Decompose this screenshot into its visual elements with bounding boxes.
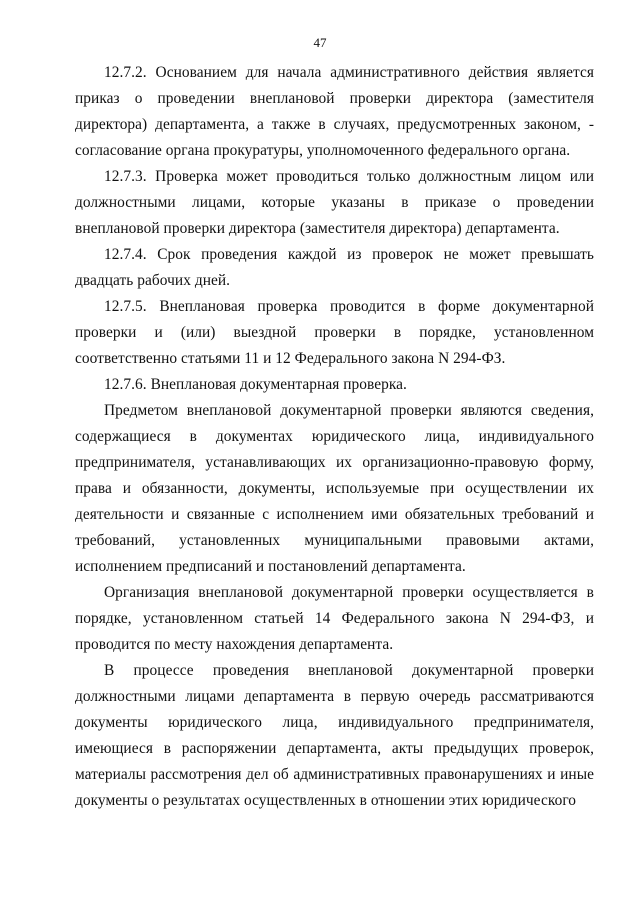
page-number: 47 xyxy=(313,35,327,50)
paragraph-organization-of-inspection: Организация внеплановой документарной проверки осуществляется в порядке, установленном статьей 14 Федерального закона N 294-ФЗ, и проводится по месту нахождения департамента. xyxy=(75,584,594,653)
paragraph-12-7-4: 12.7.4. Срок проведения каждой из проверок не может превышать двадцать рабочих дней. xyxy=(75,246,594,289)
paragraph-inspection-process: В процессе проведения внеплановой документарной проверки должностными лицами департамента в первую очередь рассматриваются документы юридического лица, индивидуального предпринимателя, имеющиеся в распоряжении департамента, акты предыдущих проверок, материалы рассмотрения дел об административных правонарушениях и иные документы о результатах осуществленных в отношении этих юридического xyxy=(75,662,594,809)
paragraph-12-7-6: 12.7.6. Внеплановая документарная проверка. xyxy=(104,376,407,393)
paragraph-12-7-3: 12.7.3. Проверка может проводиться только должностным лицом или должностными лицами, которые указаны в приказе о проведении внеплановой проверки директора (заместителя директора) департамента. xyxy=(75,168,594,237)
paragraph-12-7-5: 12.7.5. Внеплановая проверка проводится в форме документарной проверки и (или) выездной проверки в порядке, установленном соответственно статьями 11 и 12 Федерального закона N 294-ФЗ. xyxy=(75,298,594,367)
paragraph-subject-of-inspection: Предметом внеплановой документарной проверки являются сведения, содержащиеся в документах юридического лица, индивидуального предпринимателя, устанавливающих их организационно-правовую форму, права и обязанности, документы, используемые при осуществлении их деятельности и связанные с исполнением ими обязательных требований и требований, установленных муниципальными правовыми актами, исполнением предписаний и постановлений департамента. xyxy=(75,402,594,575)
document-body xyxy=(75,60,594,814)
paragraph-12-7-2: 12.7.2. Основанием для начала административного действия является приказ о проведении внеплановой проверки директора (заместителя директора) департамента, а также в случаях, предусмотренных законом, - согласование органа прокуратуры, уполномоченного федерального органа. xyxy=(75,64,594,159)
